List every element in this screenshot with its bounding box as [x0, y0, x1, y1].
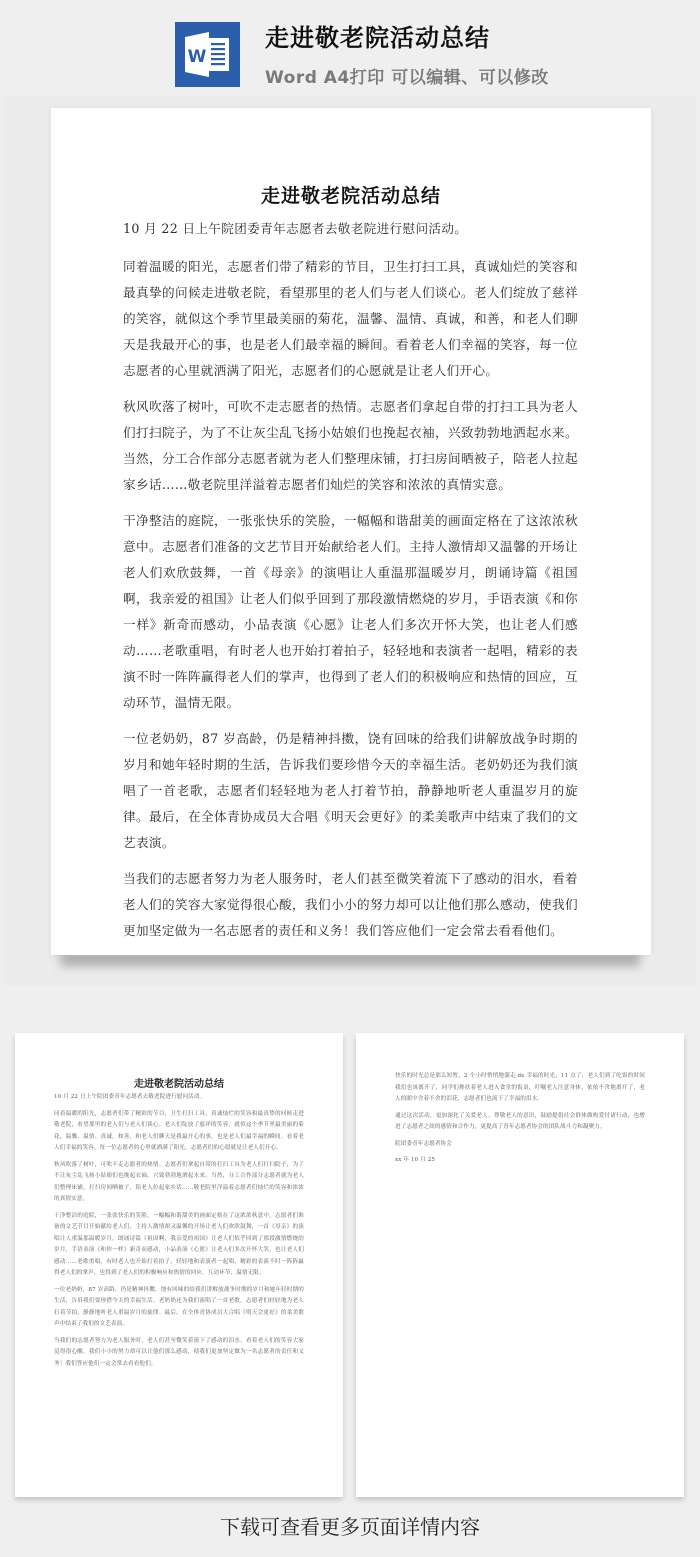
- thumbnail-body: [395, 1071, 645, 1172]
- document-paragraph: 同着温暖的阳光，志愿者们带了精彩的节目，卫生打扫工具，真诚灿烂的笑容和最真挚的问候走进敬老院，看望那里的老人们与老人们谈心。老人们绽放了慈祥的笑容，就似这个季节里最美丽的菊花，温馨、温情、真诚，和善，和老人们聊天是我最开心的事，也是老人们最幸福的瞬间。看着老人们幸福的笑容，每一位志愿者的心里就洒满了阳光，志愿者们的心愿就是让老人们开心。: [123, 259, 578, 378]
- thumbnail-paragraph: 同着温暖的阳光，志愿者们带了精彩的节目，卫生打扫工具，真诚灿烂的笑容和最真挚的问候走进敬老院，看望那里的老人们与老人们谈心。老人们绽放了慈祥的笑容，就似这个季节里最美丽的菊花，温馨、温情、真诚，和善，和老人们聊天是我最开心的事，也是老人们最幸福的瞬间。看着老人们幸福的笑容，每一位志愿者的心里就洒满了阳光，志愿者们的心愿就是让老人们开心。: [54, 1110, 304, 1151]
- thumbnail-signature: 院团委青年志愿者协会: [395, 1140, 452, 1147]
- document-title: 走进敬老院活动总结: [260, 185, 441, 207]
- svg-text:W: W: [187, 47, 207, 67]
- thumbnail-paragraph: 通过这次活动，更加深化了关爱老人，尊敬老人的意识，鼓励提倡社会群体做构爱付诸行动，也增进了志愿者之间的感情和合作力，更提高了青年志愿者协会的团队战斗力和凝聚力。: [395, 1112, 645, 1130]
- document-body: [123, 216, 578, 954]
- thumbnail-page-2[interactable]: [356, 1033, 684, 1497]
- thumbnail-paragraph: 干净整洁的庭院，一张张快乐的笑脸，一幅幅和谐甜美的画面定格在了这浓浓秋意中。志愿者们准备的文艺节目开始献给老人们。主持人激情却又温馨的开场让老人们欢欣鼓舞，一首《母亲》的演唱让人重温那温暖岁月，朗诵诗篇《祖国啊，我亲爱的祖国》让老人们似乎回到了那段激情燃烧的岁月，手语表演《和你一样》新奇而感动，小品表演《心愿》让老人们多次开怀大笑，也让老人们感动……老歌重唱，有时老人也开始打着拍子，轻轻地和表演者一起唱，精彩的表演不时一阵阵赢得老人们的掌声，也得到了老人们的积极响应和热情的回应，互动环节，温情无限。: [54, 1212, 304, 1276]
- thumbnail-paragraph: 10 月 22 日上午院团委青年志愿者去敬老院进行慰问活动。: [54, 1094, 206, 1100]
- header-title: 走进敬老院活动总结: [265, 24, 490, 52]
- thumbnail-paragraph: 一位老奶奶，87 岁高龄，仍是精神抖擞，饶有回味的给我们讲解放战争时期的岁月和她年轻时期的生活，告诉我们要珍惜今天的幸福生活。老奶奶还为我们演唱了一首老歌，志愿者们轻轻地为老人打着节拍，静静地听老人重温岁月的旋律。最后，在全体青协成员大合唱《明天会更好》的柔美歌声中结束了我们的文艺表演。: [54, 1286, 304, 1327]
- thumbnail-page-1[interactable]: [15, 1033, 343, 1497]
- thumbnail-paragraph: 当我们的志愿者努力为老人服务时，老人们甚至微笑着流下了感动的泪水，看着老人们的笑容大家觉得很心酸，我们小小的努力却可以让他们那么感动，使我们更加坚定做为一名志愿者的责任和义务！我们答应他们一定会常去看看他们。: [54, 1337, 304, 1367]
- thumbnail-body: [54, 1092, 304, 1375]
- document-paragraph: 干净整洁的庭院，一张张快乐的笑脸，一幅幅和谐甜美的画面定格在了这浓浓秋意中。志愿者们准备的文艺节目开始献给老人们。主持人激情却又温馨的开场让老人们欢欣鼓舞，一首《母亲》的演唱让人重温那温暖岁月，朗诵诗篇《祖国啊，我亲爱的祖国》让老人们似乎回到了那段激情燃烧的岁月，手语表演《和你一样》新奇而感动，小品表演《心愿》让老人们多次开怀大笑，也让老人们感动……老歌重唱，有时老人也开始打着拍子，轻轻地和表演者一起唱，精彩的表演不时一阵阵赢得老人们的掌声，也得到了老人们的积极响应和热情的回应，互动环节，温情无限。: [123, 513, 578, 710]
- header: [0, 0, 700, 100]
- header-subtitle: Word A4打印 可以编辑、可以修改: [265, 68, 549, 88]
- document-paragraph: 一位老奶奶，87 岁高龄，仍是精神抖擞，饶有回味的给我们讲解放战争时期的岁月和她年轻时期的生活，告诉我们要珍惜今天的幸福生活。老奶奶还为我们演唱了一首老歌，志愿者们轻轻地为老人打着节拍，静静地听老人重温岁月的旋律。最后，在全体青协成员大合唱《明天会更好》的柔美歌声中结束了我们的文艺表演。: [123, 731, 578, 850]
- document-paragraph: 秋风吹落了树叶，可吹不走志愿者的热情。志愿者们拿起自带的打扫工具为老人们打扫院子，为了不让灰尘乱飞扬小姑娘们也挽起衣袖，兴致勃勃地洒起水来。当然，分工合作部分志愿者就为老人们整理床铺，打扫房间晒被子，陪老人拉起家乡话……敬老院里洋溢着志愿者们灿烂的笑容和浓浓的真情实意。: [123, 399, 578, 492]
- thumbnail-paragraph: 快乐的时光总是那么短暂，2 个小时悄悄地溜走 de 幸福的时光，11 点了，老人们到了吃饭的时间我们也该离开了，同学们搀扶着老人进入食堂的饭桌，叮嘱老人注意身体，依依不舍地离开了，老人的眼中含着不舍的泪花，志愿者们也流下了幸福的泪水。: [395, 1073, 645, 1102]
- word-document-icon: [175, 22, 240, 87]
- thumbnail-date: xx 年 10 月 25: [395, 1157, 436, 1163]
- document-paragraph: 10 月 22 日上午院团委青年志愿者去敬老院进行慰问活动。: [123, 221, 468, 236]
- document-paragraph: 当我们的志愿者努力为老人服务时，老人们甚至微笑着流下了感动的泪水，看着老人们的笑容大家觉得很心酸，我们小小的努力却可以让他们那么感动，使我们更加坚定做为一名志愿者的责任和义务！我们答应他们一定会常去看看他们。: [123, 871, 578, 938]
- thumbnail-paragraph: 秋风吹落了树叶，可吹不走志愿者的热情。志愿者们拿起自带的打扫工具为老人们打扫院子，为了不让灰尘乱飞扬小姑娘们也挽起衣袖，兴致勃勃地洒起水来。当然，分工合作部分志愿者就为老人们整理床铺，打扫房间晒被子，陪老人拉起家乡话……敬老院里洋溢着志愿者们灿烂的笑容和浓浓的真情实意。: [54, 1161, 304, 1202]
- document-page: [51, 108, 651, 955]
- thumbnail-title: 走进敬老院活动总结: [134, 1079, 224, 1090]
- download-more-caption: 下载可查看更多页面详情内容: [220, 1515, 480, 1539]
